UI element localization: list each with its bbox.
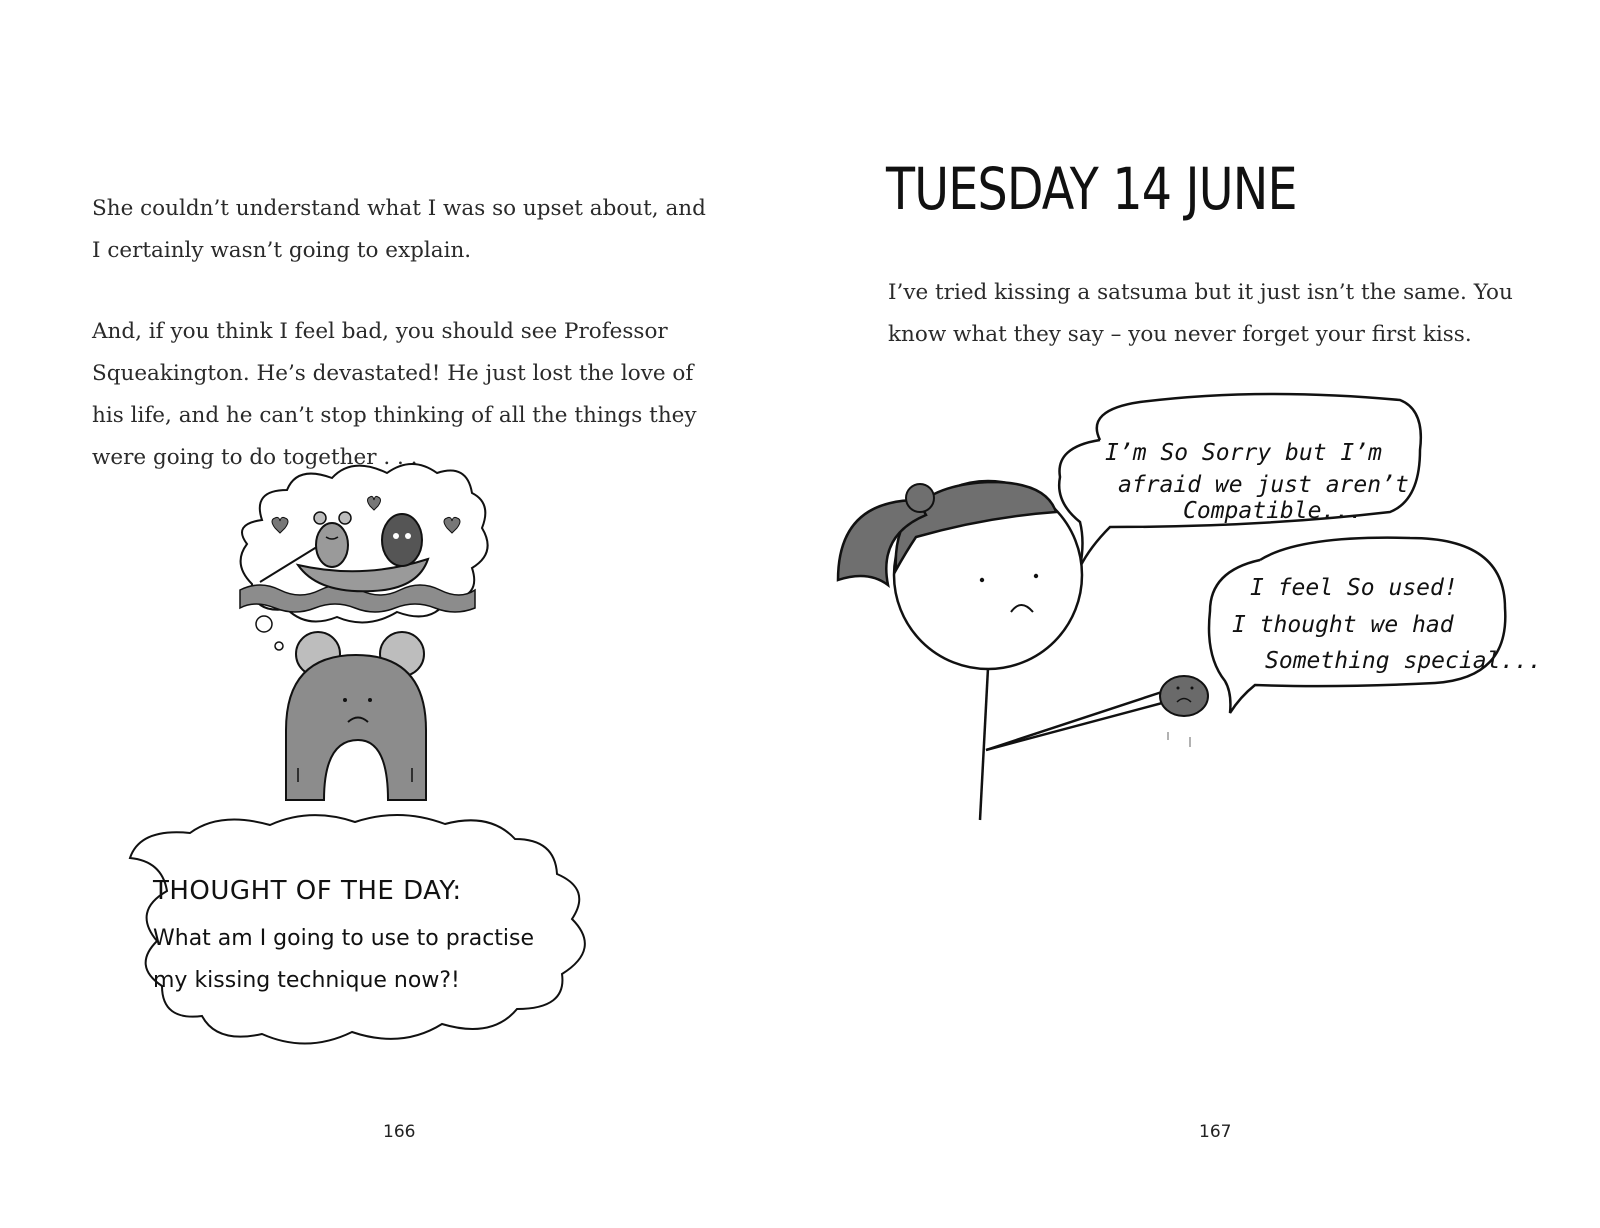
hair-bun (906, 484, 934, 512)
sad-mouse (286, 655, 426, 800)
speech-satsuma-line-3: Something special... (1265, 648, 1542, 674)
thought-of-the-day-title: THOUGHT OF THE DAY: (153, 876, 462, 906)
left-paragraph-2: And, if you think I feel bad, you should see Professor Squeakington. He’s devastated! He just lost the love of his life, and he can’t stop thinking of all the things they were going to do together . . . (92, 319, 697, 470)
page-number: 167 (1199, 1122, 1232, 1142)
right-page (800, 0, 1600, 1228)
girl-illustration (800, 0, 1600, 1228)
satsuma (1160, 676, 1208, 716)
page-number: 166 (383, 1122, 416, 1142)
speech-girl-line-1: I’m So Sorry but I’m (1105, 440, 1382, 466)
right-paragraph-1: I’ve tried kissing a satsuma but it just isn’t the same. You know what they say – you never forget your first kiss. (888, 280, 1513, 347)
speech-satsuma-line-1: I feel So used! (1250, 575, 1458, 601)
date-heading: TUESDAY 14 JUNE (886, 155, 1297, 223)
speech-satsuma-line-2: I thought we had (1232, 612, 1454, 638)
left-paragraph-1: She couldn’t understand what I was so upset about, and I certainly wasn’t going to explain. (92, 196, 706, 263)
speech-girl-line-2: afraid we just aren’t (1118, 472, 1409, 498)
thought-of-the-day-text: What am I going to use to practise my kissing technique now?! (153, 926, 535, 993)
speech-girl-line-3: Compatible... (1183, 498, 1364, 524)
